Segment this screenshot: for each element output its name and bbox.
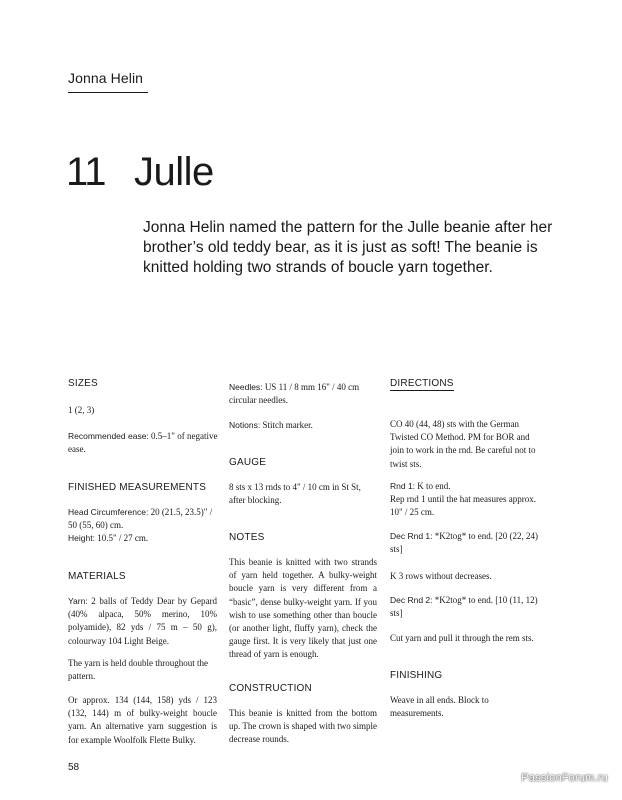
yarn-double-note: The yarn is held double throughout the pattern. [68, 658, 208, 682]
watermark: PassionForum.ru [521, 772, 608, 784]
finishing-heading: FINISHING [390, 670, 443, 681]
notes-heading: NOTES [229, 532, 265, 543]
decrease-round-2 [390, 594, 540, 620]
rnd1-value: K to end. [415, 481, 451, 491]
finishing-text: Weave in all ends. Block to measurements. [390, 695, 489, 719]
materials-heading: MATERIALS [68, 571, 126, 582]
author-underline [68, 92, 148, 93]
yarn [68, 595, 217, 648]
notions [229, 419, 379, 432]
head-value: 20 (21.5, 23.5)" / 50 (55, 60) cm. [68, 507, 213, 531]
notes-text: This beanie is knitted with two strands of yarn held together. A bulky-weight boucle yarn is very different from a “basic”, dense bulky-weight yarn. If you wish to use something other than boucle (or another light, fluffy yarn), check the gauge first. It is very likely that just one thread of yarn is enough. [229, 557, 377, 660]
pattern-title: Julle [134, 150, 214, 194]
cut-yarn: Cut yarn and pull it through the rem sts. [390, 633, 534, 643]
gauge-heading: GAUGE [229, 457, 267, 468]
needles-label: Needles: [229, 382, 263, 392]
gauge-text: 8 sts x 13 rnds to 4" / 10 cm in St St, after blocking. [229, 482, 361, 506]
pattern-number: 11 [66, 150, 106, 194]
intro-paragraph: Jonna Helin named the pattern for the Julle beanie after her brother’s old teddy bear, as it is just as soft! The beanie is knitted holding two strands of boucle yarn together. [143, 219, 553, 276]
finished-measurements-heading: FINISHED MEASUREMENTS [68, 482, 207, 493]
dec1-label: Dec Rnd 1: [390, 531, 433, 541]
construction-heading: CONSTRUCTION [229, 683, 312, 694]
yarn-label: Yarn: [68, 596, 88, 606]
rnd1-label: Rnd 1: [390, 481, 416, 491]
sizes-heading: SIZES [68, 378, 98, 389]
yarn-value: 2 balls of Teddy Dear by Gepard (40% alpaca, 50% merino, 10% polyamide), 82 yds / 75 m – 50 g), colourway 104 Light Beige. [68, 596, 217, 646]
height-value: 10.5" / 27 cm. [94, 533, 149, 543]
author-name: Jonna Helin [68, 70, 144, 86]
construction-text: This beanie is knitted from the bottom up. The crown is shaped with two simple decrease rounds. [229, 708, 377, 745]
dec1-value: *K2tog* to end. [20 (22, 24) sts] [390, 531, 539, 555]
dec2-label: Dec Rnd 2: [390, 595, 433, 605]
cast-on-instructions: CO 40 (44, 48) sts with the German Twisted CO Method. PM for BOR and join to work in the rnd. Be careful not to twist sts. [390, 419, 536, 469]
notions-value: Stitch marker. [260, 420, 313, 430]
decrease-round-1 [390, 530, 540, 556]
yarn-alternative: Or approx. 134 (144, 158) yds / 123 (132, 144) m of bulky-weight boucle yarn. An alternative yarn suggestion is for example Woolfolk Flette Bulky. [68, 695, 217, 745]
dec2-value: *K2tog* to end. [10 (11, 12) sts] [390, 595, 538, 619]
repeat-instruction: Rep rnd 1 until the hat measures approx. 10" / 25 cm. [390, 494, 536, 518]
height [68, 532, 218, 545]
sizes-value: 1 (2, 3) [68, 405, 95, 415]
k3-rows: K 3 rows without decreases. [390, 571, 492, 581]
head-circumference [68, 506, 218, 532]
needles [229, 381, 379, 407]
directions-heading: DIRECTIONS [390, 378, 454, 389]
notions-label: Notions: [229, 420, 261, 430]
ease-value: 0.5–1" of negative ease. [68, 431, 218, 455]
head-label: Head Circumference: [68, 507, 149, 517]
ease-label: Recommended ease: [68, 431, 149, 441]
height-label: Height: [68, 533, 95, 543]
page-number: 58 [68, 762, 80, 773]
round-1 [390, 480, 540, 493]
needles-value: US 11 / 8 mm 16" / 40 cm circular needles. [229, 382, 360, 406]
recommended-ease [68, 430, 218, 456]
